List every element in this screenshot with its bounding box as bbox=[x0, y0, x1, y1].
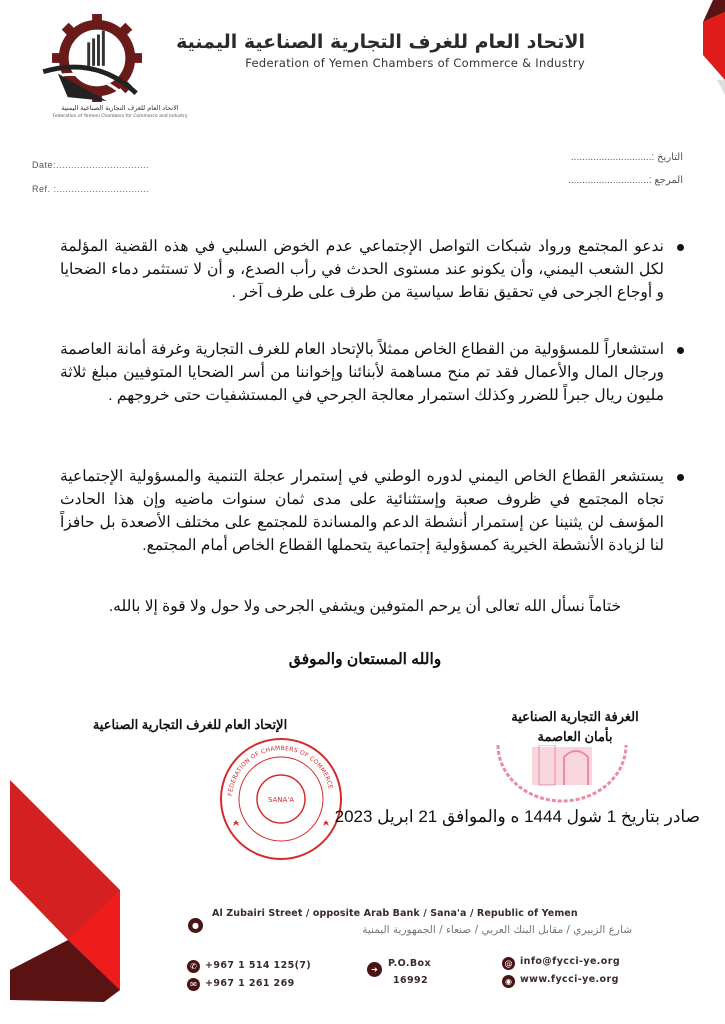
ref-field-ar: المرجع :............................. bbox=[568, 175, 683, 186]
bullet-text: ندعو المجتمع ورواد شبكات التواصل الإجتماعي عدم الخوض السلبي في هذه القضية المؤلمة لكل الشعب اليمني، وأن يكونو عند مستوى الحدث في رأب الصدع، و أن لا تستثمر دماء الضحايا و أوجاع الجرحى في تحقيق نقاط سياسية من طرف على طرف آخر . bbox=[60, 238, 664, 301]
stamp-center-text: SANA'A bbox=[267, 796, 295, 804]
header-title-english: Federation of Yemen Chambers of Commerce & Industry bbox=[245, 56, 585, 70]
po-box-icon: ➜ bbox=[367, 962, 382, 977]
bullet-dot bbox=[677, 347, 684, 354]
federation-logo bbox=[40, 14, 155, 102]
footer-phone: +967 1 514 125(7) bbox=[205, 960, 312, 971]
logo-caption-arabic: الاتحاد العام للغرف التجارية الصناعية اليمنية bbox=[61, 104, 179, 112]
closing-phrase: والله المستعان والموفق bbox=[288, 651, 442, 668]
signature-chamber-line2: بأمان العاصمة bbox=[537, 729, 613, 744]
logo-caption-english: Federation of Yemeni Chambers for Commerce and Industry bbox=[52, 114, 188, 119]
stamp-ring-text: FEDERATION OF CHAMBERS OF COMMERCE bbox=[227, 744, 334, 797]
bullet-item-1 bbox=[60, 235, 680, 304]
signature-federation: الإتحاد العام للغرف التجارية الصناعية bbox=[92, 717, 288, 732]
signature-chamber-line1: الغرفة التجارية الصناعية bbox=[511, 709, 639, 724]
date-field-ar: التاريخ :............................. bbox=[570, 152, 683, 163]
phone-icon: ✆ bbox=[187, 960, 200, 973]
location-pin-icon: ● bbox=[188, 918, 203, 933]
bullet-item-3 bbox=[60, 465, 680, 557]
header-title-arabic: الاتحاد العام للغرف التجارية الصناعية اليمنية bbox=[176, 31, 585, 53]
globe-icon: ◉ bbox=[502, 975, 515, 988]
issued-date: صادر بتاريخ 1 شول 1444 ه والموافق 21 ابريل 2023 bbox=[334, 807, 700, 826]
bullet-item-2 bbox=[60, 338, 680, 407]
footer-address-english: Al Zubairi Street / opposite Arab Bank / Sana'a / Republic of Yemen bbox=[212, 908, 578, 919]
date-field-en: Date:............................... bbox=[32, 160, 150, 170]
bullet-dot bbox=[677, 474, 684, 481]
corner-decoration-top bbox=[695, 0, 725, 95]
bullet-text: يستشعر القطاع الخاص اليمني لدوره الوطني في إستمرار عجلة التنمية والمسؤولية الإجتماعية تجاه المجتمع في ظروف صعبة وإستثنائية على مدى ثمان سنوات ماضيه وإن هذا الحادث المؤسف لن يثنينا عن إستمرار أنشطة الدعم والمساندة للمجتمع على مختلف الأصعدة بل حافزاً لنا لزيادة الأنشطة الخيرية كمسؤولية إجتماعية يتحملها القطاع الخاص أمام المجتمع. bbox=[60, 468, 664, 554]
closing-prayer: ختاماً نسأل الله تعالى أن يرحم المتوفين ويشفي الجرحى ولا حول ولا قوة إلا بالله. bbox=[108, 598, 622, 615]
fax-icon: ✉ bbox=[187, 978, 200, 991]
footer-email[interactable]: info@fycci-ye.org bbox=[520, 956, 621, 967]
footer-website[interactable]: www.fycci-ye.org bbox=[520, 974, 619, 985]
chamber-stamp bbox=[494, 745, 630, 805]
federation-stamp bbox=[218, 736, 344, 862]
corner-decoration-bottom bbox=[8, 780, 123, 1005]
bullet-dot bbox=[677, 244, 684, 251]
footer-po-box-number: 16992 bbox=[393, 975, 429, 986]
ref-field-en: Ref. :............................... bbox=[32, 184, 150, 194]
footer-fax: +967 1 261 269 bbox=[205, 978, 295, 989]
email-icon: @ bbox=[502, 957, 515, 970]
footer-po-box-label: P.O.Box bbox=[388, 958, 431, 969]
bullet-text: استشعاراً للمسؤولية من القطاع الخاص ممثلاً بالإتحاد العام للغرف التجارية وغرفة أمانة العاصمة ورجال المال والأعمال فقد تم منح مساهمة لأبنائنا وإخواننا من أسر الضحايا المتوفيين مبلغ ثلاثة مليون ريال جبراً للضرر وكذلك استمرار معالجة الجرحي في المستشفيات حتى خروجهم . bbox=[60, 341, 664, 404]
footer-address-arabic: شارع الزبيري / مقابل البنك العربي / صنعاء / الجمهورية اليمنية bbox=[362, 924, 632, 936]
